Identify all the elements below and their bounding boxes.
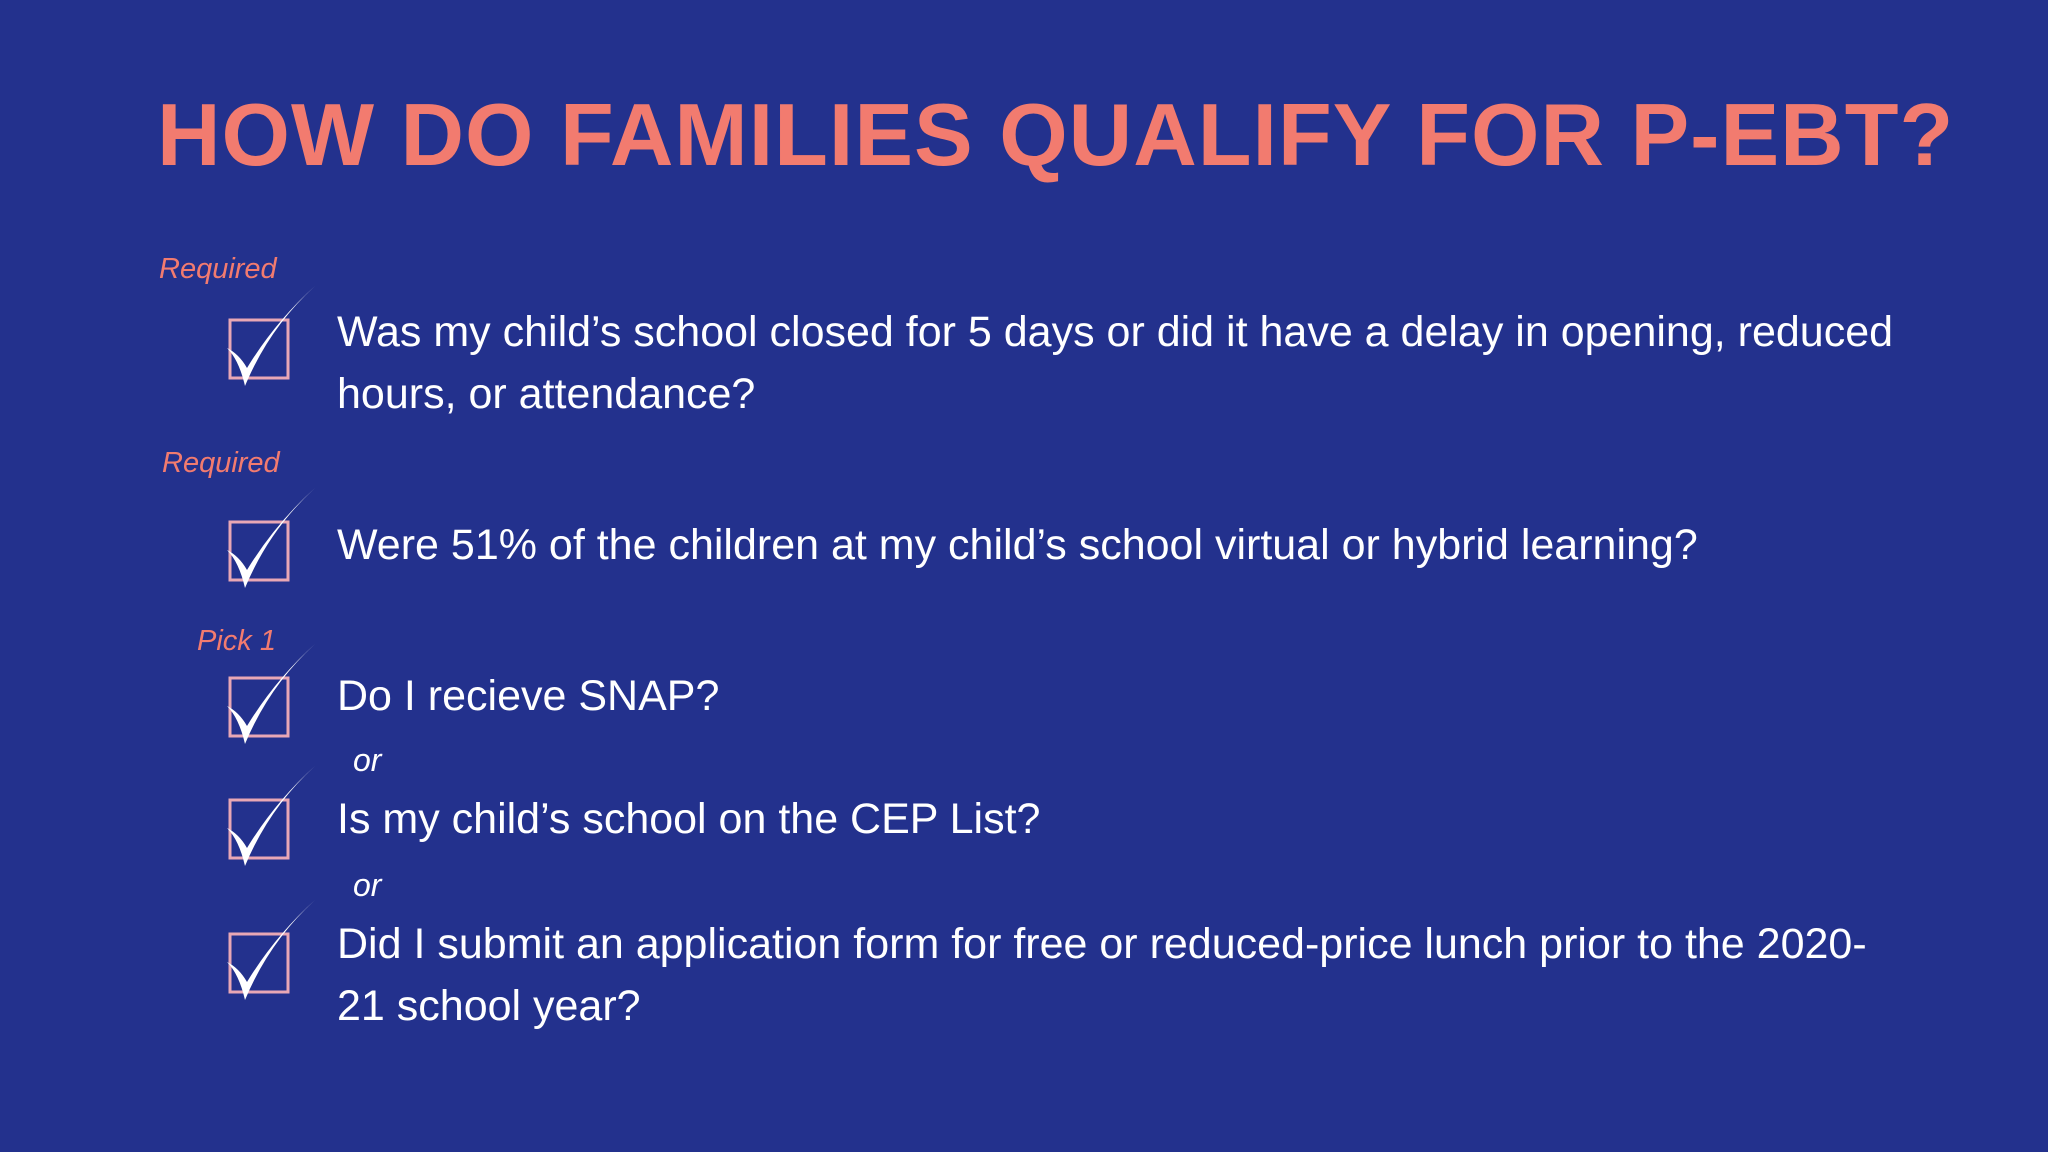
checked-box-icon: [225, 282, 321, 392]
question-snap: Do I recieve SNAP?: [337, 672, 720, 720]
question-cep-list: Is my child’s school on the CEP List?: [337, 795, 1041, 843]
checked-box-icon: [225, 640, 321, 750]
or-connector: or: [353, 742, 382, 778]
or-connector: or: [353, 867, 382, 903]
page-title: HOW DO FAMILIES QUALIFY FOR P-EBT?: [157, 85, 1955, 184]
checked-box-icon: [225, 896, 321, 1006]
pick-one-tag: Pick 1: [197, 625, 276, 657]
question-virtual-hybrid: Were 51% of the children at my child’s school virtual or hybrid learning?: [337, 521, 1698, 569]
checked-box-icon: [225, 484, 321, 594]
required-tag: Required: [159, 253, 277, 285]
required-tag: Required: [162, 447, 280, 479]
question-school-closed: Was my child’s school closed for 5 days or did it have a delay in opening, reduced hours, or attendance?: [337, 308, 1894, 418]
question-lunch-application: Did I submit an application form for free or reduced-price lunch prior to the 2020-21 school year?: [337, 920, 1867, 1030]
checked-box-icon: [225, 762, 321, 872]
